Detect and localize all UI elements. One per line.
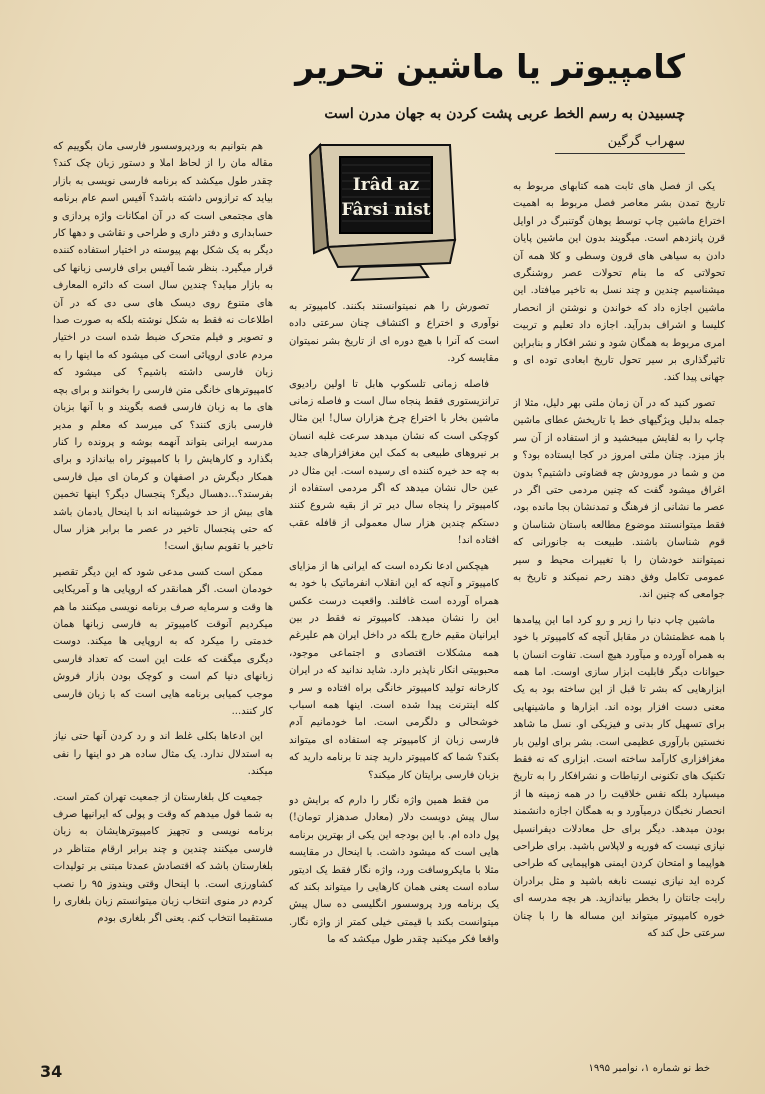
author-underline: [555, 153, 685, 154]
column-left: [53, 138, 273, 1048]
paragraph: تصورش را هم نمیتوانستند بکنند. کامپیوتر به نوآوری و اختراع و اکتشاف چنان سرعتی داده است که آنرا با هیچ دوره ای از تاریخ بشر نمیتوان مقایسه کرد.: [289, 301, 499, 365]
article-author: سهراب گرگین: [607, 134, 685, 149]
article-title: کامپیوتر یا ماشین تحریر: [295, 47, 685, 86]
column-middle: [289, 298, 499, 1048]
paragraph: هم بتوانیم به وردپروسسور فارسی مان بگوییم که مقاله مان را از لحاظ املا و دستور زبان چک کند؟ چقدر طول میکشد که برنامه فارسی نویسی به بازار بیاید که ترازوس داشته باشد؟ آفیس اسم عام برنامه های مجتمعی است که در آن امکانات واژه پردازی و حسابداری و دفتر داری و طراحی و نقاشی و دهها کار دیگر به یک شکل بهم پیوسته در اختیار استفاده کننده قرار میگیرد. بنظر شما آفیس برای فارسی زبانها کی به بازار میاید؟ چندین سال است که دائره المعارف های متنوع روی دیسک های سی دی که در آن اطلاعات نه فقط به شکل نوشته بلکه به صورت صدا و تصویر و فیلم متحرک ضبط شده است در اختیار مردم عادی اروپائی است کی میشود که ما اینها را به زبان فارسی داشته باشیم؟ کی میشود که کامپیوترهای خانگی متن فارسی را بخوانند و برای بچه های ما به زبان فارسی قصه بگویند و با آنها بزبان فارسی بازی کنند؟ کی میرسد که معلم و مدیر مدرسه ایرانی بتواند آنهمه بوشه و پرونده را کنار بگذارد و کارهایش را با کامپیوتر راه بیاندازد و برای همکار دیگرش در اصفهان و کرمان ای میل فارسی بفرستد؟...دهسال دیگر؟ پنجسال دیگر؟ اینها تخمین های بیش از حد خوشبینانه اند با اینحال یادمان باشد که حتی پنجسال تاخیر در عصر ما برابر هزار سال تاخیر با تقویم سابق است!: [53, 141, 273, 553]
monitor-screen: [340, 157, 432, 233]
column-right: [513, 178, 725, 1028]
screen-text-line1: Irâd az: [352, 175, 420, 195]
monitor-stand: [352, 265, 428, 280]
paragraph: یکی از فصل های ثابت همه کتابهای مربوط به تاریخ تمدن بشر معاصر فصل مربوط به اهمیت اختراع ماشین چاپ توسط یوهان گوتنبرگ در اوایل قرن پانزدهم است. میگویند بدون این ماشین پایان دادن به سیاهی های قرون وسطی و کلا همه آن تحولاتی که ما بنام تحولات عصر روشنگری میشناسیم چندین و چند نسل به تاخیر میافتاد. این ماشین اجازه داد که خواندن و نوشتن از انحصار کلیسا و اشراف بدرآید. اجازه داد تعلیم و تربیت امری مربوط به همگان شود و نشر افکار و بنابراین تاثیرگذاری بر سیر تحول تاریخ ابعادی توده ای و جهانی پیدا کند.: [513, 181, 725, 384]
issue-info: خط نو شماره ۱، نوامبر ۱۹۹۵: [588, 1063, 710, 1074]
paragraph: فاصله زمانی تلسکوپ هابل تا اولین رادیوی ترانزیستوری فقط پنجاه سال است و فاصله زمانی ماشین بخار با اختراع چرخ هزاران سال! این مثال کوچکی است که نشان میدهد سرعت غلبه انسان بر نیروهای طبیعی به کمک این مغزافزارهای جدید به چه حد خیره کننده ای رسیده است. این مثال در عین حال نشان میدهد که اگر مردمی استفاده از کامپیوتر را پنجاه سال دیر تر از بقیه شروع کنند دستکم چندین هزار سال معمولی از قافله عقب افتاده اند!: [289, 378, 499, 547]
computer-monitor-illustration: [300, 135, 460, 285]
paragraph: ماشین چاپ دنیا را زیر و رو کرد اما این پیامدها با همه عظمتشان در مقابل آنچه که کامپیوتر با خود به همراه آورده و میآورد هیچ است. تفاوت انسان با حیوانات دیگر قابلیت ابزار سازی اوست. اما همه ابزارهایی که بشر تا قبل از این ساخته بود به یک معنی دست افزار بوده اند. ابزارها و ماشینهایی برای تسهیل کار بدنی و فیزیکی او. نسل ما شاهد نخستین بارآوری عظیمی است. بشر برای اولین بار مغزافزاری کارآمد ساخته است. ابزاری که نه فقط تکنیک های تکنونی ارتباطات و نشرافکار را به تاریخ میسپارد بلکه نفس خلاقیت را در همه زمینه ها از انحصار نخبگان درمیآورد و به همگان اجازه دانشمند بودن میدهد. دیگر برای حل معادلات دیفرانسیل نیازی نیست که فوریه و لاپلاس باشید. برای طراحی هواپیما و امتحان کردن ایمنی هواپیمایی که طراحی کرده اید نیازی نیست نابغه باشید و مثل برادران رایت جانتان را بخطر بیاندازید. هر بچه مدرسه ای خوره کامپیوتر میتواند این مساله ها را با چنان سرعتی حل کند که: [513, 614, 725, 940]
screen-text-line2: Fârsi nist: [341, 200, 431, 220]
paragraph: هیچکس ادعا نکرده است که ایرانی ها از مزایای کامپیوتر و آنچه که این انقلاب انفرماتیک با خود به همراه آورده است غافلند. واقعیت درست عکس این را نشان میدهد. کامپیوتر نه فقط در بین ایرانیان مقیم خارج بلکه در داخل ایران هم علیرغم همه مشکلات اقتصادی و اجتماعی موجود، محبوبیتی انکار ناپذیر دارد. شاید ندانید که در ایران کارخانه تولید کامپیوتر خانگی براه افتاده و سر و کله اینترنت پیدا شده است. اینها همه اسباب خوشحالی و دلگرمی است. اما خودمانیم آدم فارسی زبان از کامپیوتر چه استفاده ای میتواند بکند؟ شما که کامپیوتر دارید چند تا برنامه دارید که بزبان فارسی برایتان کار میکند؟: [289, 560, 499, 781]
paragraph: ممکن است کسی مدعی شود که این دیگر تقصیر خودمان است. اگر همانقدر که اروپایی ها و آمریکایی ها وقت و سرمایه صرف برنامه نویسی میکنند ما هم میکردیم آنوقت کامپیوتر به فارسی زبانها همان خدمتی را میکرد که به اروپایی ها میکند. دوست دیگری میگفت که علت این است که تعداد فارسی زبانهای دنیا کم است و کوچک بودن بازار فروش موجب کمیابی برنامه هایی است که با زبان فارسی کار کنند...: [53, 566, 273, 717]
paragraph: جمعیت کل بلغارستان از جمعیت تهران کمتر است. به شما قول میدهم که وقت و پولی که ایرانیها صرف برنامه نویسی و تجهیز کامپیوترهایشان به زبان فارسی میکنند چندین و چند برابر ارقام متناظر در بلغارستان باشد که اقتصادش عمدتا مبتنی بر تولیدات کشاورزی است. با اینحال وقتی ویندوز ۹۵ را نصب کردم در منوی انتخاب زبان میتوانستم زبان بلغاری را مستقیما انتخاب کنم. یعنی اگر بلغاری بودم: [53, 791, 273, 925]
article-subtitle: چسبیدن به رسم الخط عربی پشت کردن به جهان مدرن است: [324, 106, 685, 122]
page-number: 34: [40, 1062, 63, 1081]
paragraph: من فقط همین واژه نگار را دارم که برایش دو سال پیش دویست دلار (معادل صدهزار تومان!) پول داده ام. با این بودجه این یکی از بهترین برنامه هایی است که میشود داشت. با اینحال در مقایسه مثلا با مایکروسافت ورد، واژه نگار فقط یک ادیتور ساده است یعنی همان کارهایی را میتواند بکند که یک برنامه ورد پروسسور انگلیسی ده سال پیش میتوانست بکند با قیمتی خیلی کمتر از واژه نگار. واقعا فکر میکنید چقدر طول میکشد که ما: [289, 794, 499, 946]
paragraph: این ادعاها بکلی غلط اند و رد کردن آنها حتی نیاز به استدلال ندارد. یک مثال ساده هر دو اینها را نفی میکند.: [53, 731, 273, 778]
paragraph: تصور کنید که در آن زمان ملتی بهر دلیل، مثلا از جمله بدلیل ویژگیهای خط یا تاریخش عطای ماشین چاپ را به لقایش میبخشید و از استفاده از آن سر باز میزد. چنان ملتی امروز در کجا ایستاده بود؟ و من و شما در مورودش چه قضاوتی داشتیم؟ بدون اغراق میشود گفت که چنین مردمی حتی اگر در عصر ما نشانی از فرهنگ و تمدنشان بجا مانده بود، فقط میتوانستند موضوع مطالعه باستان شناسان و قوم شناسان باشند. طبیعت به جانورانی که نمیتوانند خودشان را با تغییرات محیط و سیر عمومی تکامل وفق دهند رحم نمیکند و تاریخ به جوامعی که چنین اند.: [513, 397, 725, 601]
